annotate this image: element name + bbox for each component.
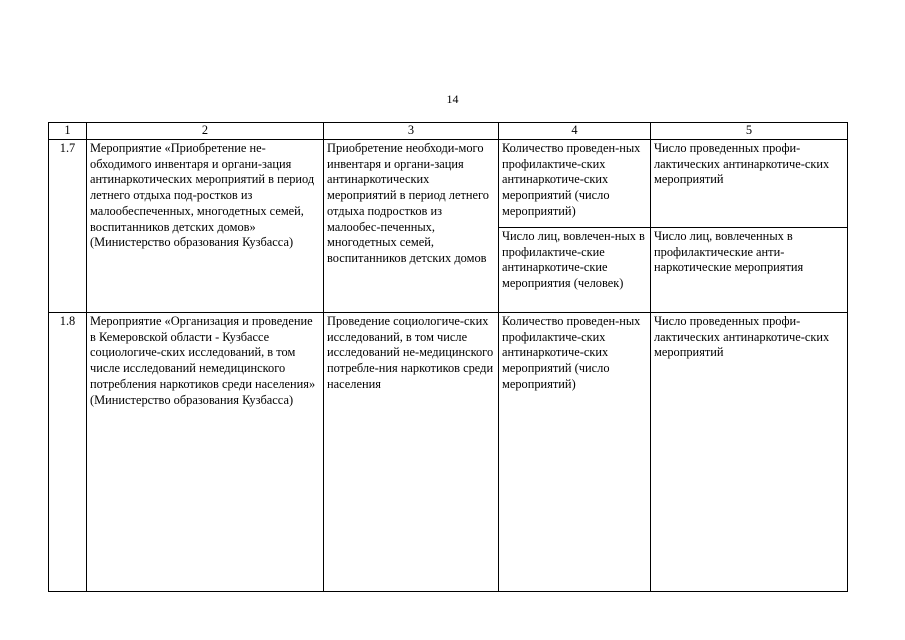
column-header: 2 bbox=[87, 123, 324, 140]
column-header: 5 bbox=[651, 123, 848, 140]
event-cell: Мероприятие «Организация и проведение в Кемеровской области - Кузбассе социологиче-ских исследований, в том числе исследований немедицинского потребления наркотиков среди населения» (Министерство образования Кузбасса) bbox=[87, 313, 324, 592]
event-cell: Мероприятие «Приобретение не-обходимого инвентаря и органи-зация антинаркотических мероприятий в период летнего отдыха под-ростков из малообеспеченных, многодетных семей, воспитанников детских домов» (Министерство образования Кузбасса) bbox=[87, 140, 324, 313]
column-header: 3 bbox=[324, 123, 499, 140]
column-header: 4 bbox=[499, 123, 651, 140]
result-cell: Число проведенных профи-лактических антинаркотиче-ских мероприятий bbox=[651, 313, 848, 592]
row-number: 1.7 bbox=[49, 140, 87, 313]
table-row bbox=[49, 140, 848, 228]
result-cell: Число проведенных профи-лактических антинаркотиче-ских мероприятий bbox=[651, 140, 848, 228]
indicator-cell: Число лиц, вовлечен-ных в профилактиче-ские антинаркотиче-ские мероприятия (человек) bbox=[499, 228, 651, 313]
table-header-row bbox=[49, 123, 848, 140]
indicator-cell: Количество проведен-ных профилактиче-ских антинаркотиче-ских мероприятий (число мероприятий) bbox=[499, 140, 651, 228]
content-cell: Проведение социологиче-ских исследований, в том числе исследований не-медицинского потребле-ния наркотиков среди населения bbox=[324, 313, 499, 592]
content-cell: Приобретение необходи-мого инвентаря и органи-зация антинаркотических мероприятий в период летнего отдыха подростков из малообес-печенных, многодетных семей, воспитанников детских домов bbox=[324, 140, 499, 313]
table-row bbox=[49, 313, 848, 592]
row-number: 1.8 bbox=[49, 313, 87, 592]
program-table bbox=[48, 122, 848, 592]
page-number: 14 bbox=[446, 92, 459, 106]
indicator-cell: Количество проведен-ных профилактиче-ских антинаркотиче-ских мероприятий (число мероприятий) bbox=[499, 313, 651, 592]
column-header: 1 bbox=[49, 123, 87, 140]
result-cell: Число лиц, вовлеченных в профилактические анти-наркотические мероприятия bbox=[651, 228, 848, 313]
